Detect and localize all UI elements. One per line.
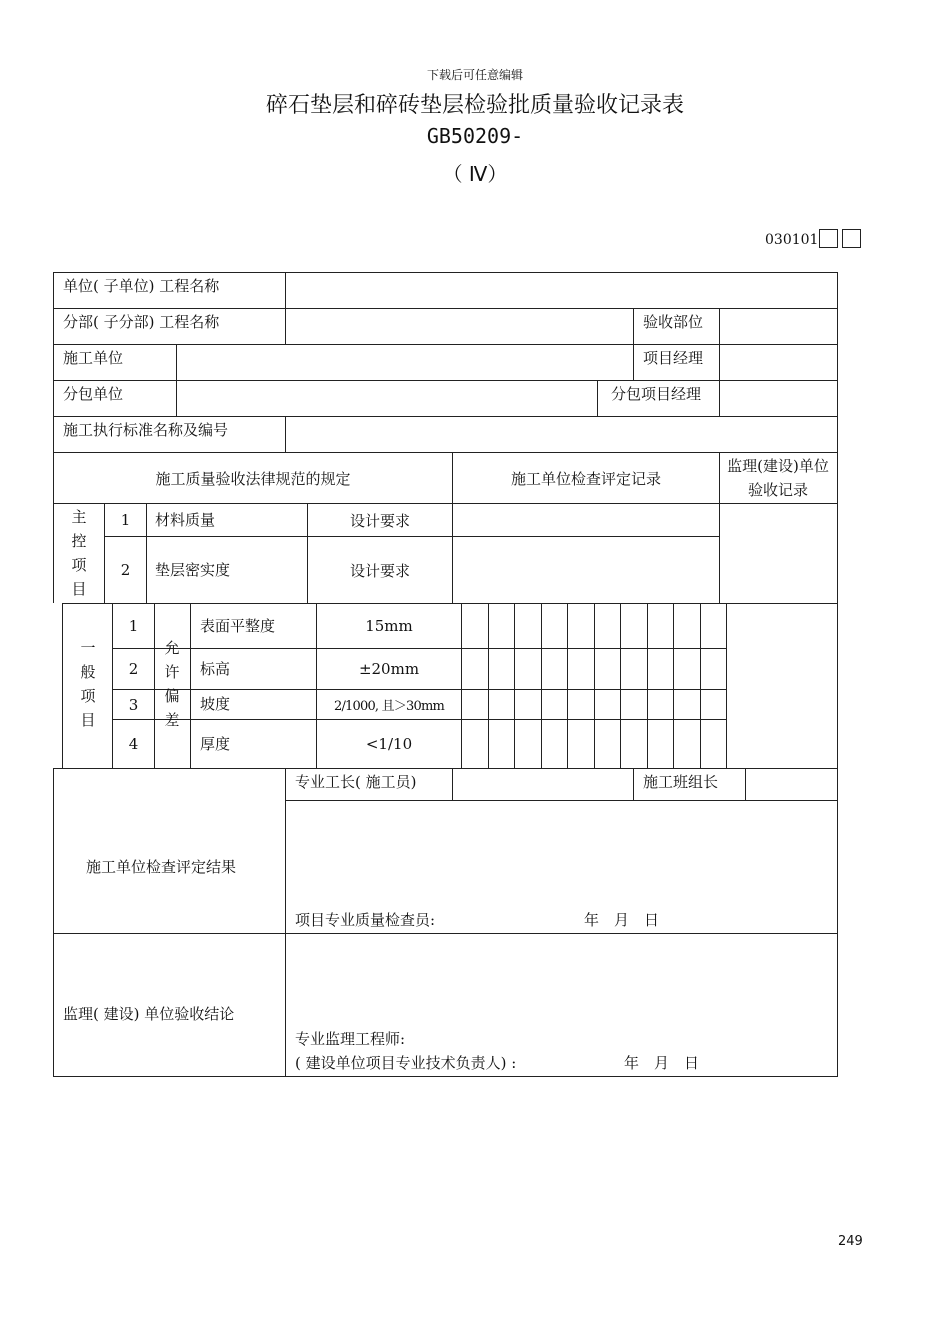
general-item-value: 15mm	[365, 617, 413, 635]
owner-representative-label: ( 建设单位项目专业技术负责人) :	[295, 1054, 517, 1072]
tolerance-label: 允许偏差	[164, 639, 180, 729]
main-item-requirement: 设计要求	[349, 511, 410, 530]
subcontractor-label: 分包单位	[63, 385, 124, 403]
form-number-box-1[interactable]	[819, 229, 838, 248]
general-item-no: 2	[128, 660, 139, 678]
download-note: 下载后可任意编辑	[426, 68, 523, 82]
subcontractor-field[interactable]	[178, 382, 595, 415]
contractor-field[interactable]	[178, 346, 631, 379]
standard-suffix: （ Ⅳ）	[442, 162, 508, 186]
check-result-field[interactable]	[287, 802, 835, 902]
general-item-no: 4	[128, 735, 139, 753]
general-items-label: 一般项目	[80, 639, 96, 729]
spec-column-header: 施工质量验收法律规范的规定	[155, 469, 351, 488]
general-measurement-grid[interactable]	[462, 604, 726, 767]
quality-inspector-label: 项目专业质量检查员:	[295, 911, 436, 929]
standard-code: GB50209-	[426, 124, 524, 148]
supervision-conclusion-field[interactable]	[287, 935, 835, 1025]
project-manager-field[interactable]	[721, 346, 835, 379]
general-item-no: 1	[128, 617, 139, 635]
supervisor-general-record-field[interactable]	[728, 604, 836, 767]
main-item-no: 1	[120, 511, 131, 529]
contractor-label: 施工单位	[63, 349, 124, 367]
supervisor-column-header: 监理(建设)单位验收记录	[727, 457, 829, 499]
supervision-conclusion-label: 监理( 建设) 单位验收结论	[63, 1005, 235, 1023]
unit-project-name-field[interactable]	[287, 274, 835, 307]
supervision-date: 年 月 日	[624, 1054, 700, 1072]
main-item-name: 垫层密实度	[155, 561, 231, 579]
sub-project-manager-field[interactable]	[721, 382, 835, 415]
main-item-record-field[interactable]	[454, 505, 718, 535]
check-result-label: 施工单位检查评定结果	[86, 858, 237, 876]
unit-project-name-label: 单位( 子单位) 工程名称	[63, 277, 220, 295]
record-column-header: 施工单位检查评定记录	[510, 469, 661, 488]
page-number: 249	[838, 1234, 863, 1249]
general-item-value: 2/1000, 且＞30mm	[334, 699, 444, 714]
subsection-name-field[interactable]	[287, 310, 631, 343]
general-item-name: 坡度	[200, 695, 231, 713]
project-manager-label: 项目经理	[643, 349, 704, 367]
foreman-label: 专业工长( 施工员)	[295, 773, 417, 791]
sub-project-manager-label: 分包项目经理	[611, 385, 702, 403]
main-item-requirement: 设计要求	[349, 561, 410, 580]
main-item-name: 材料质量	[155, 511, 216, 529]
team-leader-label: 施工班组长	[643, 773, 719, 791]
standard-name-field[interactable]	[287, 418, 835, 451]
supervising-engineer-label: 专业监理工程师:	[295, 1030, 406, 1048]
team-leader-field[interactable]	[747, 770, 835, 799]
subsection-name-label: 分部( 子分部) 工程名称	[63, 313, 220, 331]
inspection-date: 年 月 日	[584, 911, 660, 929]
general-item-value: ±20mm	[358, 660, 420, 678]
general-item-value: <1/10	[365, 735, 413, 753]
general-item-name: 表面平整度	[200, 617, 276, 635]
supervisor-main-record-field[interactable]	[721, 505, 835, 602]
general-item-no: 3	[128, 695, 139, 714]
form-number-box-2[interactable]	[842, 229, 861, 248]
general-item-name: 标高	[200, 660, 231, 678]
form-number: 030101	[765, 232, 819, 248]
main-item-record-field[interactable]	[454, 538, 718, 602]
standard-name-label: 施工执行标准名称及编号	[63, 421, 229, 439]
acceptance-part-field[interactable]	[721, 310, 835, 343]
main-item-no: 2	[120, 561, 131, 579]
general-item-name: 厚度	[200, 735, 231, 753]
acceptance-part-label: 验收部位	[643, 313, 704, 331]
main-control-label: 主控项目	[71, 508, 87, 598]
foreman-field[interactable]	[454, 770, 632, 799]
form-title: 碎石垫层和碎砖垫层检验批质量验收记录表	[265, 93, 684, 118]
